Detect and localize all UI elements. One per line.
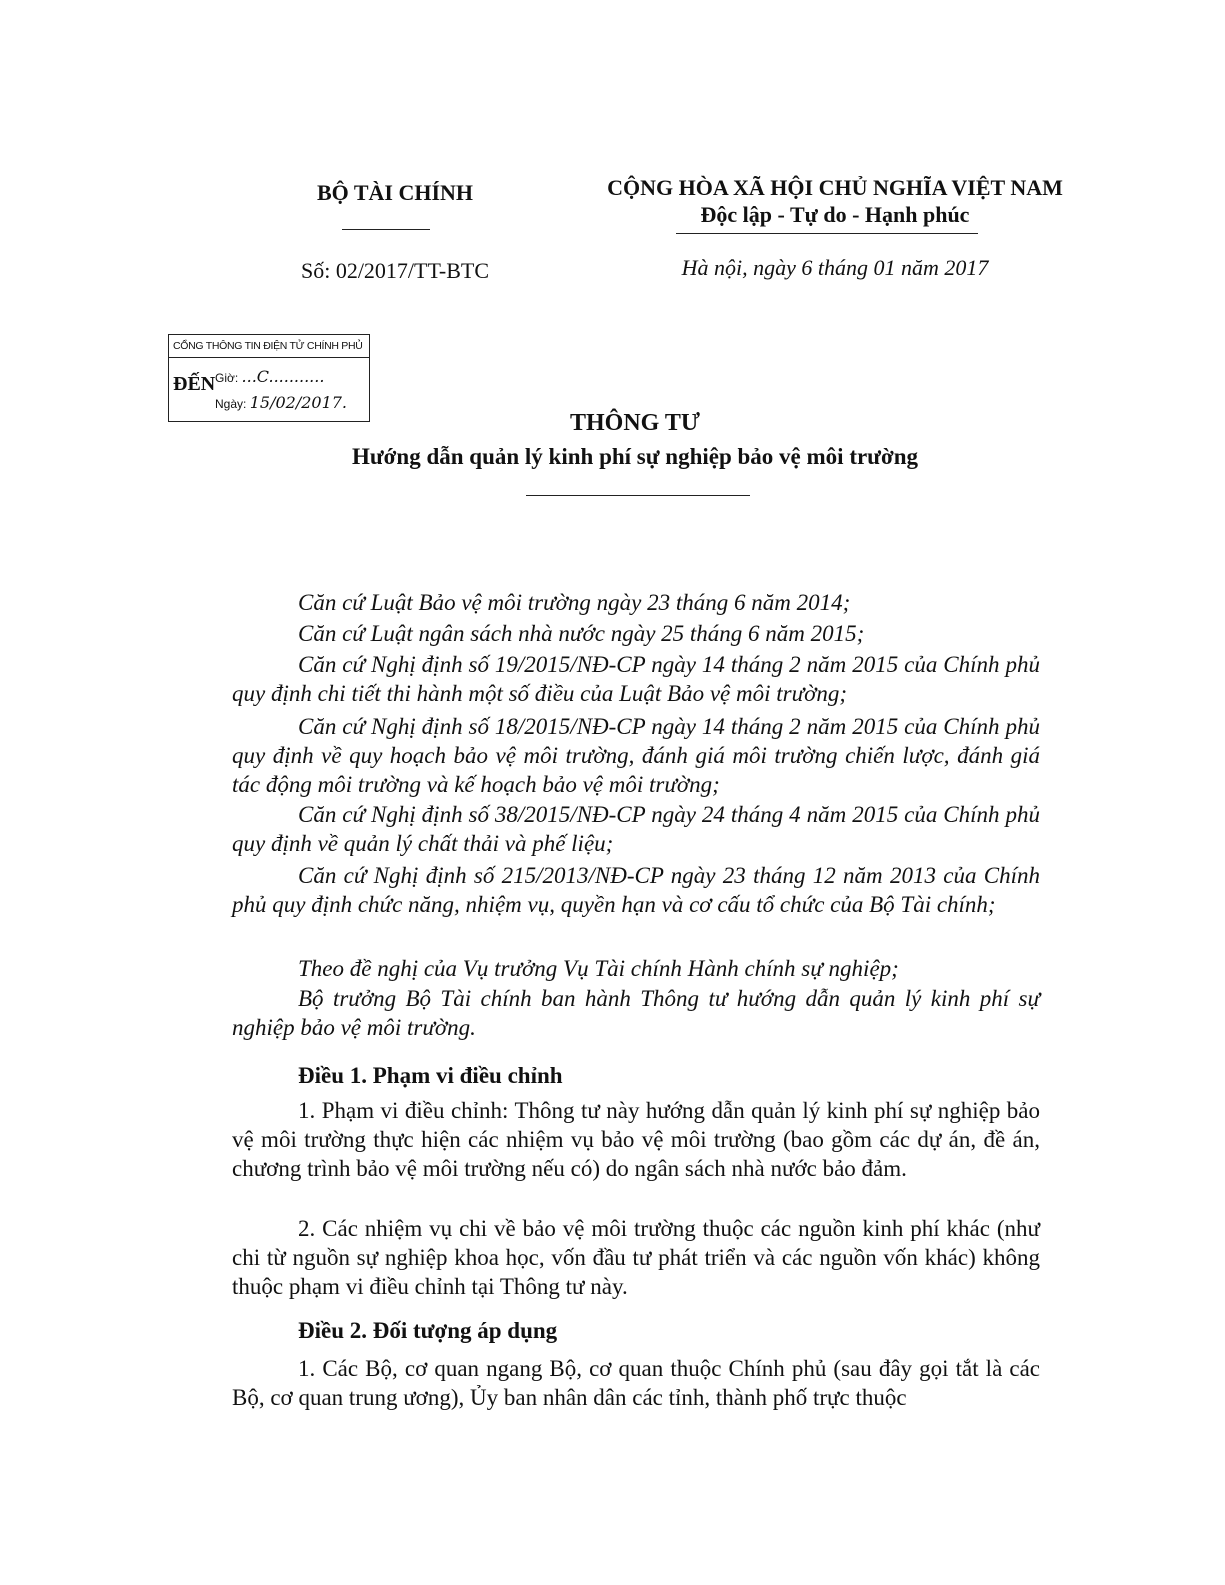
place-date: Hà nội, ngày 6 tháng 01 năm 2017: [681, 255, 989, 280]
preamble-line: Theo đề nghị của Vụ trưởng Vụ Tài chính Hành chính sự nghiệp;: [298, 956, 899, 981]
preamble-line: Căn cứ Nghị định số 18/2015/NĐ-CP ngày 14 tháng 2 năm 2015 của Chính phủ quy định về quy hoạch bảo vệ môi trường, đánh giá môi trường chiến lược, đánh giá tác động môi trường và kế hoạch bảo vệ môi trường;: [232, 714, 1040, 797]
stamp-den: ĐẾN: [173, 373, 216, 395]
agency-name: BỘ TÀI CHÍNH: [316, 180, 474, 205]
preamble-line: Căn cứ Nghị định số 19/2015/NĐ-CP ngày 14 tháng 2 năm 2015 của Chính phủ quy định chi tiết thi hành một số điều của Luật Bảo vệ môi trường;: [232, 652, 1040, 706]
stamp-portal: CỔNG THÔNG TIN ĐIỆN TỬ CHÍNH PHỦ: [169, 335, 369, 358]
motto-underline: [676, 233, 978, 234]
preamble-line: Căn cứ Luật ngân sách nhà nước ngày 25 tháng 6 năm 2015;: [298, 621, 865, 646]
preamble-line: Bộ trưởng Bộ Tài chính ban hành Thông tư hướng dẫn quản lý kinh phí sự nghiệp bảo vệ môi trường.: [232, 986, 1040, 1040]
article-heading: Điều 1. Phạm vi điều chỉnh: [298, 1063, 563, 1088]
agency-underline: [342, 229, 430, 230]
stamp-time-label: Giờ:: [215, 371, 239, 385]
received-stamp: [168, 334, 370, 422]
preamble-line: Căn cứ Nghị định số 38/2015/NĐ-CP ngày 24 tháng 4 năm 2015 của Chính phủ quy định về quản lý chất thải và phế liệu;: [232, 802, 1040, 856]
preamble-line: Căn cứ Nghị định số 215/2013/NĐ-CP ngày 23 tháng 12 năm 2013 của Chính phủ quy định chức năng, nhiệm vụ, quyền hạn và cơ cấu tổ chức của Bộ Tài chính;: [232, 863, 1040, 917]
national-motto: Độc lập - Tự do - Hạnh phúc: [700, 202, 970, 227]
preamble-line: Căn cứ Luật Bảo vệ môi trường ngày 23 tháng 6 năm 2014;: [298, 590, 851, 615]
stamp-date-value: 15/02/2017.: [249, 393, 348, 412]
article-paragraph: 1. Phạm vi điều chỉnh: Thông tư này hướng dẫn quản lý kinh phí sự nghiệp bảo vệ môi trường thực hiện các nhiệm vụ bảo vệ môi trường (bao gồm các dự án, đề án, chương trình bảo vệ môi trường nếu có) do ngân sách nhà nước bảo đảm.: [232, 1098, 1040, 1181]
stamp-time: [215, 367, 324, 386]
article-paragraph: 1. Các Bộ, cơ quan ngang Bộ, cơ quan thuộc Chính phủ (sau đây gọi tắt là các Bộ, cơ quan trung ương), Ủy ban nhân dân các tỉnh, thành phố trực thuộc: [232, 1356, 1040, 1410]
country-name: CỘNG HÒA XÃ HỘI CHỦ NGHĨA VIỆT NAM: [607, 175, 1063, 200]
article-paragraph: 2. Các nhiệm vụ chi về bảo vệ môi trường thuộc các nguồn kinh phí khác (như chi từ nguồn sự nghiệp khoa học, vốn đầu tư phát triển và các nguồn vốn khác) không thuộc phạm vi điều chỉnh tại Thông tư này.: [232, 1216, 1040, 1299]
document-number: Số: 02/2017/TT-BTC: [300, 258, 490, 283]
title-underline: [526, 495, 750, 496]
document-type: THÔNG TƯ: [569, 410, 701, 436]
stamp-time-value: ...C...........: [241, 367, 325, 386]
document-subject: Hướng dẫn quản lý kinh phí sự nghiệp bảo vệ môi trường: [351, 444, 919, 469]
stamp-date-label: Ngày:: [215, 397, 247, 411]
article-heading: Điều 2. Đối tượng áp dụng: [298, 1318, 558, 1343]
